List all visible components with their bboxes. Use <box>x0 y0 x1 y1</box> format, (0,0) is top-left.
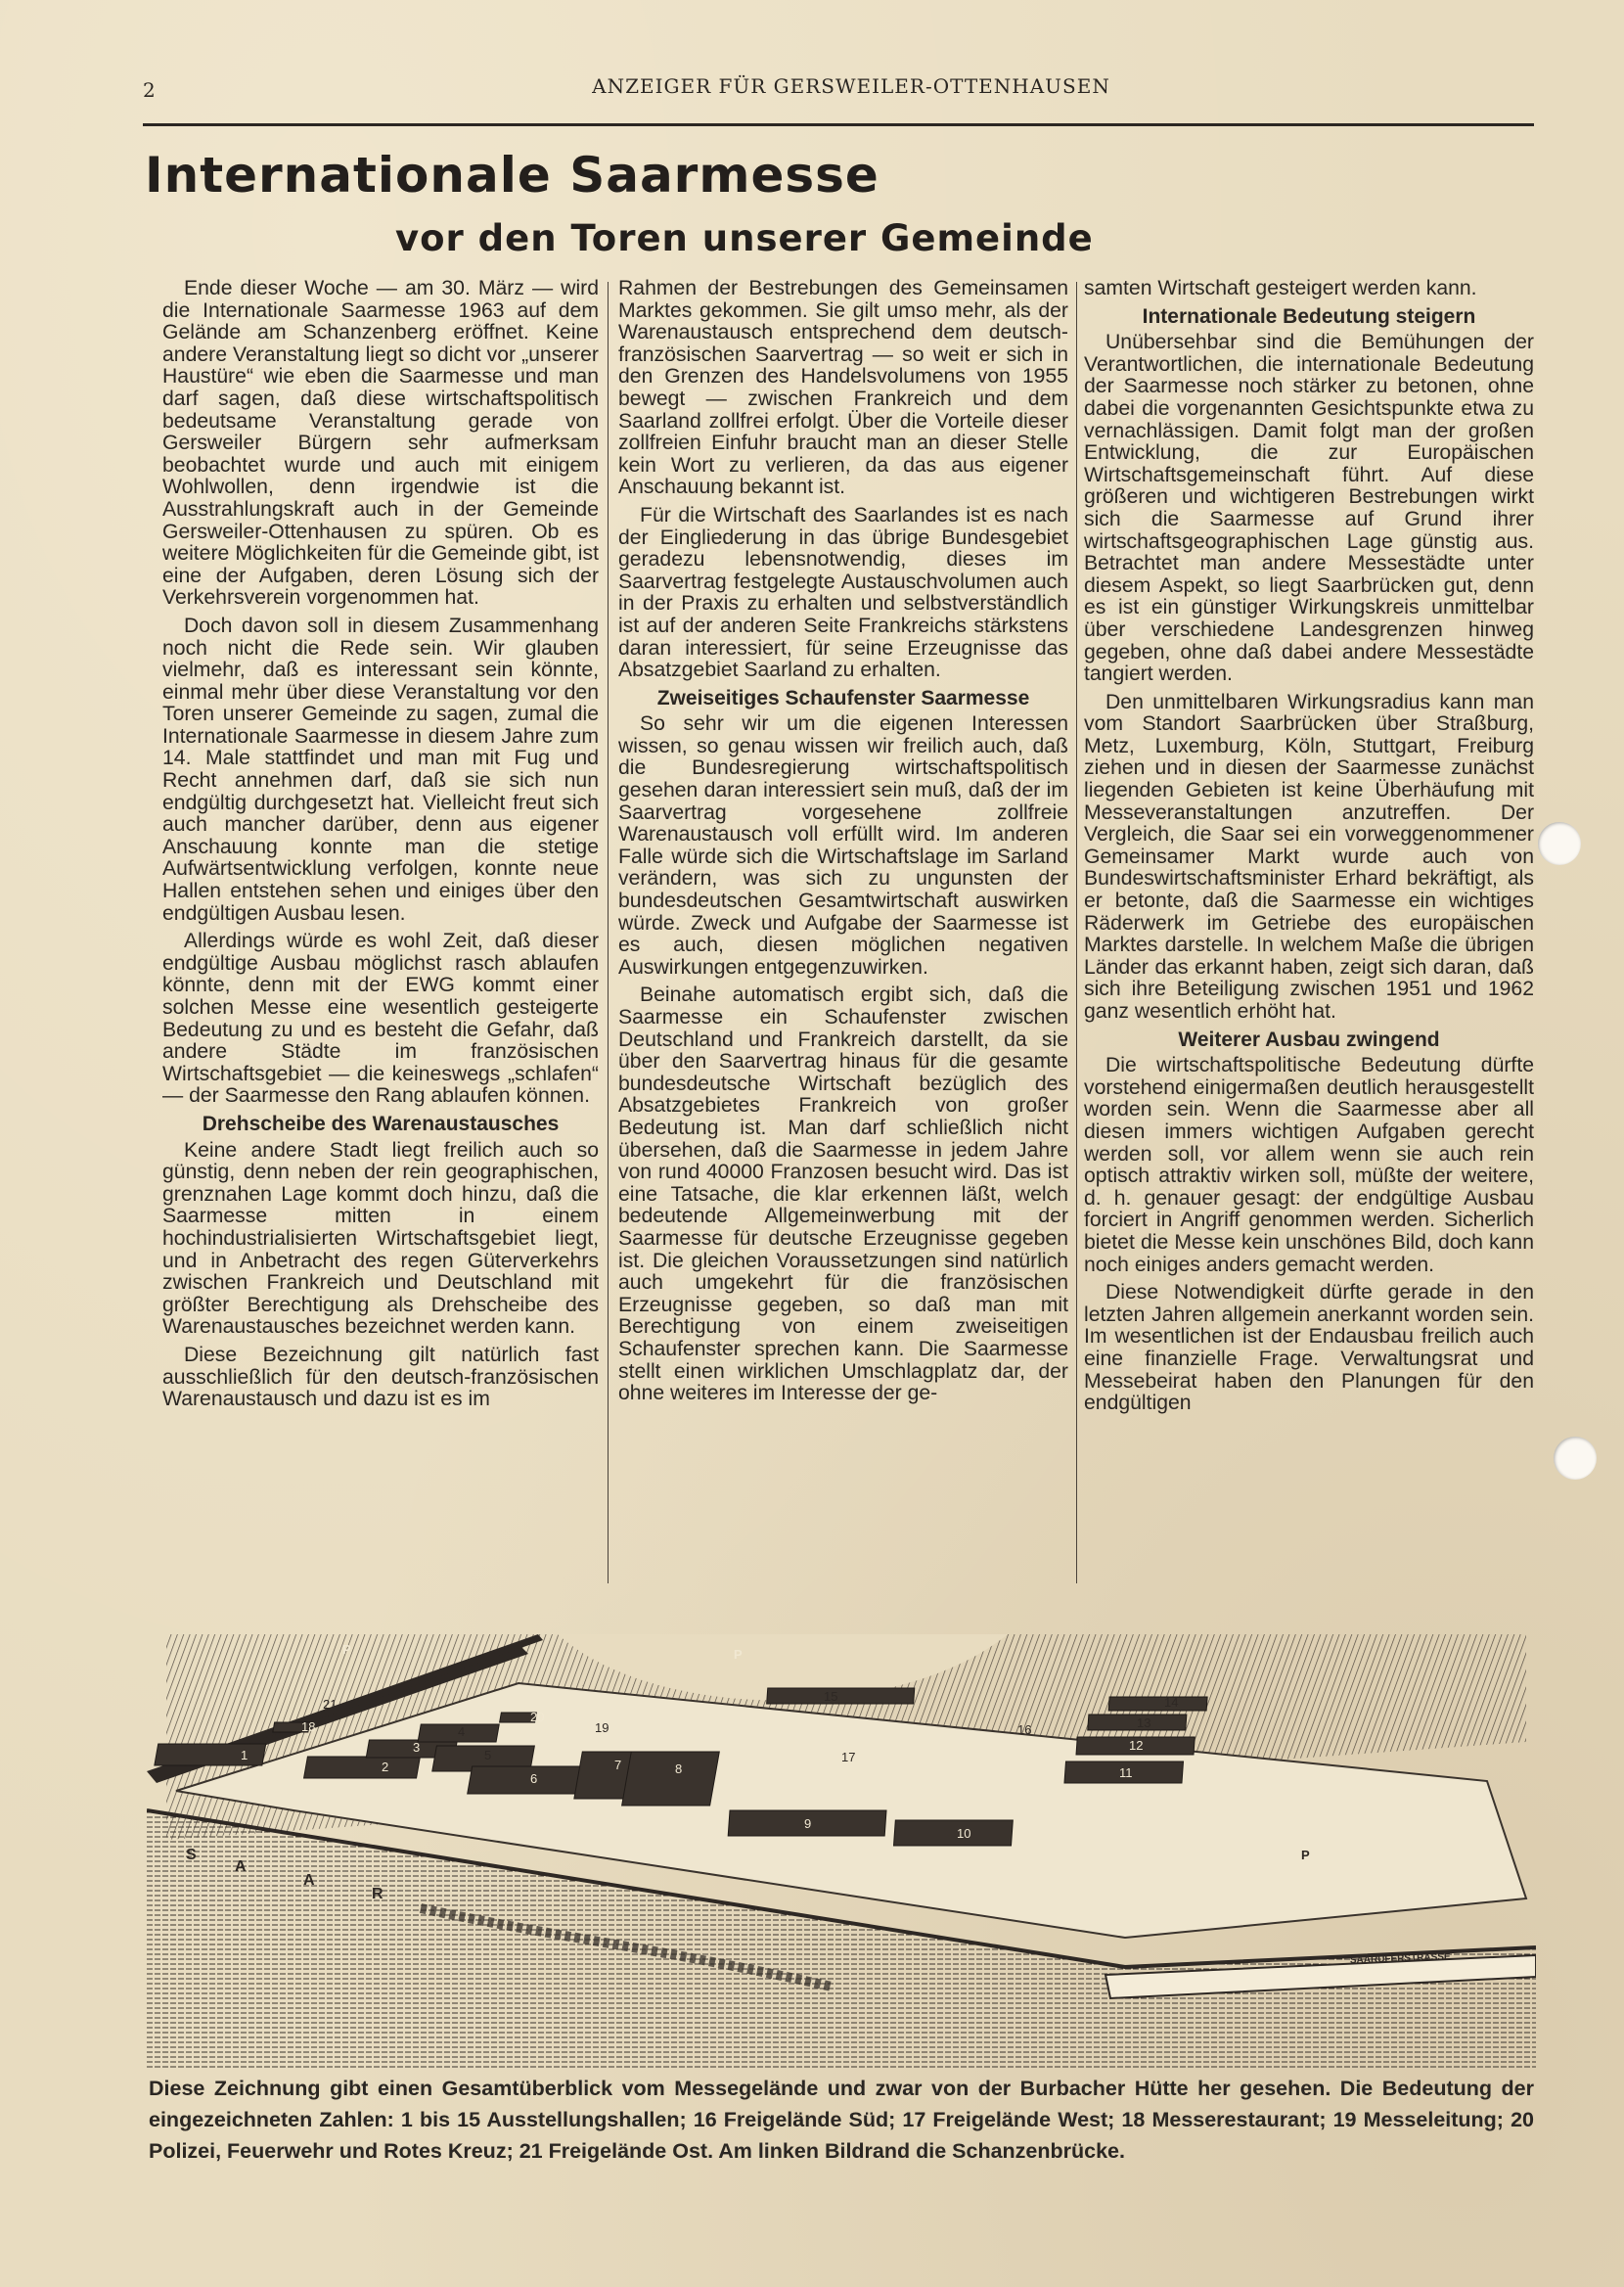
river-letter: A <box>235 1858 247 1875</box>
area-label: 17 <box>841 1750 856 1764</box>
hall-label: 4 <box>458 1724 466 1739</box>
article-paragraph: Ende dieser Woche — am 30. März — wird die Internationale Saarmesse 1963 auf dem Gelände am Schanzenberg eröffnet. Keine andere Veranstaltung liegt so dicht vor „unserer Haustüre“ wie eben die Saarmesse und man darf sagen, daß diese wirtschaftspolitisch bedeutsame Veranstaltung gerade von Gersweiler Bürgern sehr aufmerksam beobachtet wurde und auch mit einigem Wohlwollen, denn irgendwie ist die Ausstrahlungskraft auch in der Gemeinde Gersweiler-Ottenhausen zu spüren. Ob es weitere Möglichkeiten für die Gemeinde gibt, ist eine der Aufgaben, deren Lösung sich der Verkehrsverein vorgenommen hat. <box>162 278 599 610</box>
article-paragraph: Die wirtschaftspolitische Bedeutung dürfte vorstehend einigermaßen deutlich herausgestellt worden sein. Wenn die Saarmesse aber all diesen immers wichtigen Aufgaben gerecht werden soll, vor allem wenn sie auch rein optisch attraktiv wirken soll, müßte der weitere, d. h. genauer gesagt: der endgültige Ausbau forciert in Angriff genommen werden. Sicherlich bietet die Messe kein unschönes Bild, doch kann noch einiges anders gemacht werden. <box>1084 1054 1534 1276</box>
article-paragraph: Diese Notwendigkeit dürfte gerade in den letzten Jahren allgemein anerkannt worden sein. Im wesentlichen ist der Endausbau freilich auch eine finanzielle Frage. Verwaltungsrat und Messebeirat haben den Planungen für den endgültigen <box>1084 1281 1534 1415</box>
article-title: Internationale Saarmesse <box>145 147 880 204</box>
parking-marker: P <box>1301 1848 1310 1862</box>
hall-label: 7 <box>614 1758 622 1772</box>
punch-hole <box>1538 822 1581 865</box>
section-heading: Internationale Bedeutung steigern <box>1142 304 1476 328</box>
hall-14 <box>1108 1697 1207 1711</box>
hall-label: 19 <box>595 1720 609 1735</box>
hall-15 <box>767 1688 915 1704</box>
street-label: SAARUFERSTRASSE <box>1349 1951 1451 1966</box>
area-label: 21 <box>323 1697 338 1712</box>
article-paragraph: Keine andere Stadt liegt freilich auch so günstig, denn neben der rein geographischen, grenznahen Lage kommt doch hinzu, daß die Saarmesse mitten in einem hochindustrialisierten Wirtschaftsgebiet liegt, und in Anbetracht des regen Güterverkehrs zwischen Frankreich und Deutschland mit größter Berechtigung als Drehscheibe des Warenaustausches bezeichnet werden kann. <box>162 1138 599 1339</box>
hall-1 <box>155 1744 266 1765</box>
parking-marker: P <box>734 1647 743 1662</box>
article-column-1 <box>162 278 599 1589</box>
hall-label: 12 <box>1129 1738 1144 1753</box>
hall-label: 18 <box>301 1719 316 1734</box>
hall-label: 5 <box>484 1748 492 1762</box>
section-heading: Weiterer Ausbau zwingend <box>1178 1028 1440 1051</box>
hall-label: 14 <box>1164 1695 1179 1710</box>
hall-label: 20 <box>530 1710 545 1724</box>
parking-marker: P <box>342 1642 351 1657</box>
section-heading: Drehscheibe des Warenaustausches <box>202 1112 560 1135</box>
column-divider <box>608 282 609 1583</box>
hall-6 <box>468 1766 590 1794</box>
hall-8 <box>622 1752 720 1806</box>
article-paragraph: Doch davon soll in diesem Zusammenhang noch nicht die Rede sein. Wir glauben vielmehr, daß es interessant sein könnte, einmal mehr über diese Veranstaltung vor den Toren unserer Gemeinde zu sagen, zumal die Internationale Saarmesse in diesem Jahre zum 14. Male stattfindet und man mit Fug und Recht annehmen darf, daß sie sich nun endgültig durchgesetzt hat. Vielleicht freut sich auch mancher darüber, denn aus eigener Anschauung konnte man die stetige Aufwärtsentwicklung verfolgen, konnte neue Hallen entstehen sehen und einiges über den endgültigen Ausbau lesen. <box>162 614 599 925</box>
article-paragraph: Allerdings würde es wohl Zeit, daß dieser endgültige Ausbau möglichst rasch ablaufen könnte, denn mit der EWG kommt einer solchen Messe eine wesentlich gesteigerte Bedeutung zu und es besteht die Gefahr, daß andere Städte im französischen Wirtschaftsgebiet — die keineswegs „schlafen“ — der Saarmesse den Rang ablaufen können. <box>162 930 599 1108</box>
article-paragraph: Diese Bezeichnung gilt natürlich fast ausschließlich für den deutsch-französischen Warenaustausch und dazu ist es im <box>162 1343 599 1411</box>
river-letter: S <box>186 1847 197 1863</box>
fairground-illustration <box>147 1615 1536 2070</box>
column-divider <box>1076 282 1077 1583</box>
hall-label: 9 <box>804 1816 812 1831</box>
article-column-3 <box>1084 278 1534 1589</box>
article-paragraph: Unübersehbar sind die Bemühungen der Verantwortlichen, die internationale Bedeutung der Saarmesse noch stärker zu betonen, ohne dabei die vorgenannten Gesichtspunkte etwa zu vernachlässigen. Damit folgt man der großen Entwicklung, die zur Europäischen Wirtschaftsgemeinschaft führt. Auf diese größeren und wichtigeren Bestrebungen wirkt sich die Saarmesse auf Grund ihrer wirtschaftsgeographischen Lage günstig aus. Betrachtet man andere Messestädte unter diesem Aspekt, so liegt Saarbrücken gut, denn es ist ein günstiger Wirkungskreis unmittelbar über verschiedene Landesgrenzen hinweg gegeben, ohne daß dabei andere Messestädte tangiert werden. <box>1084 331 1534 686</box>
area-label: 16 <box>1017 1722 1032 1737</box>
hall-label: 6 <box>530 1771 538 1786</box>
hall-label: 11 <box>1119 1765 1133 1780</box>
page-number: 2 <box>143 78 156 102</box>
hall-label: 13 <box>1137 1715 1151 1730</box>
hall-label: 15 <box>824 1689 838 1704</box>
punch-hole <box>1554 1437 1597 1480</box>
article-paragraph: So sehr wir um die eigenen Interessen wissen, so genau wissen wir freilich auch, daß die Bundesregierung wirtschaftspolitisch gesehen daran interessiert sein muß, daß der im Saarvertrag vorgesehene zollfreie Warenaustausch voll erfüllt wird. Im anderen Falle würde sich die Wirtschaftslage im Sarland verändern, was sich zu ungunsten der bundesdeutschen Gesamtwirtschaft auswirken würde. Zweck und Aufgabe der Saarmesse ist es auch, diesen möglichen negativen Auswirkungen entgegenzuwirken. <box>618 712 1068 979</box>
river-letter: A <box>303 1872 315 1889</box>
river-letter: R <box>372 1886 383 1902</box>
section-heading: Zweiseitiges Schaufenster Saarmesse <box>656 686 1030 709</box>
article-paragraph: Für die Wirtschaft des Saarlandes ist es nach der Eingliederung in das übrige Bundesgebiet geradezu lebensnotwendig, dieses im Saarvertrag festgelegte Austauschvolumen auch in der Praxis zu erhalten und selbstverständlich ist auf der anderen Seite Frankreichs stärkstens daran interessiert, für seine Erzeugnisse das Absatzgebiet Saarland zu erhalten. <box>618 503 1068 682</box>
article-paragraph: Rahmen der Bestrebungen des Gemeinsamen Marktes gekommen. Sie gilt umso mehr, als der Warenaustausch entsprechend dem deutsch-französischen Saarvertrag — so weit er sich in den Grenzen des Handelsvolumens von 1955 bewegt — zwischen Frankreich und dem Saarland zollfrei erfolgt. Über die Vorteile dieser zollfreien Einfuhr braucht man an dieser Stelle kein Wort zu verlieren, da das aus eigener Anschauung bekannt ist. <box>618 278 1068 499</box>
hall-label: 8 <box>675 1761 683 1776</box>
header-rule <box>143 123 1534 126</box>
hall-label: 3 <box>413 1740 421 1755</box>
article-subtitle: vor den Toren unserer Gemeinde <box>395 217 1094 259</box>
hall-label: 1 <box>241 1748 248 1762</box>
article-column-2 <box>618 278 1068 1589</box>
hall-10 <box>893 1820 1013 1846</box>
running-head: ANZEIGER FÜR GERSWEILER-OTTENHAUSEN <box>592 74 1110 98</box>
article-paragraph: Den unmittelbaren Wirkungsradius kann man vom Standort Saarbrücken über Straßburg, Metz, Luxemburg, Köln, Stuttgart, Freiburg ziehen und in diesen der Saarmesse zunächst liegenden Gebieten ist keine Überhäufung mit Messeveranstaltungen anzutreffen. Der Vergleich, die Saar sei ein vorweggenommener Gemeinsamer Markt wurde auch von Bundeswirtschaftsminister Erhard bekräftigt, als er betonte, daß die Saarmesse ein wichtiges Räderwerk im Getriebe des europäischen Marktes darstelle. In welchem Maße die übrigen Länder das erkannt haben, zeigt sich daran, daß sich ihre Beteiligung zwischen 1951 und 1962 ganz wesentlich erhöht hat. <box>1084 690 1534 1023</box>
hall-2 <box>304 1757 421 1778</box>
hall-label: 2 <box>382 1760 389 1774</box>
hall-label: 10 <box>957 1826 971 1841</box>
article-paragraph: samten Wirtschaft gesteigert werden kann. <box>1084 278 1477 299</box>
article-paragraph: Beinahe automatisch ergibt sich, daß die Saarmesse ein Schaufenster zwischen Deutschland und Frankreich darstellt, da sie über den Saarvertrag hinaus für die gesamte bundesdeutsche Wirtschaft bezüglich des Absatzgebietes Frankreich von großer Bedeutung ist. Man darf schließlich nicht übersehen, daß die Saarmesse in jedem Jahre von rund 40000 Franzosen besucht wird. Das ist eine Tatsache, die klar erkennen läßt, welch bedeutende Allgemeinwerbung mit der Saarmesse für deutsche Erzeugnisse gegeben ist. Die gleichen Voraussetzungen sind natürlich auch umgekehrt für die französischen Erzeugnisse gegeben, so daß man mit Berechtigung von einem zweiseitigen Schaufenster sprechen kann. Die Saarmesse stellt einen wirklichen Umschlagplatz dar, der ohne weiteres im Interesse der ge- <box>618 983 1068 1405</box>
illustration-caption: Diese Zeichnung gibt einen Gesamtüberblick vom Messegelände und zwar von der Burbacher Hütte her gesehen. Die Bedeutung der eingezeichneten Zahlen: 1 bis 15 Ausstellungshallen; 16 Freigelände Süd; 17 Freigelände West; 18 Messerestaurant; 19 Messeleitung; 20 Polizei, Feuerwehr und Rotes Kreuz; 21 Freigelände Ost. Am linken Bildrand die Schanzenbrücke. <box>149 2077 1534 2163</box>
